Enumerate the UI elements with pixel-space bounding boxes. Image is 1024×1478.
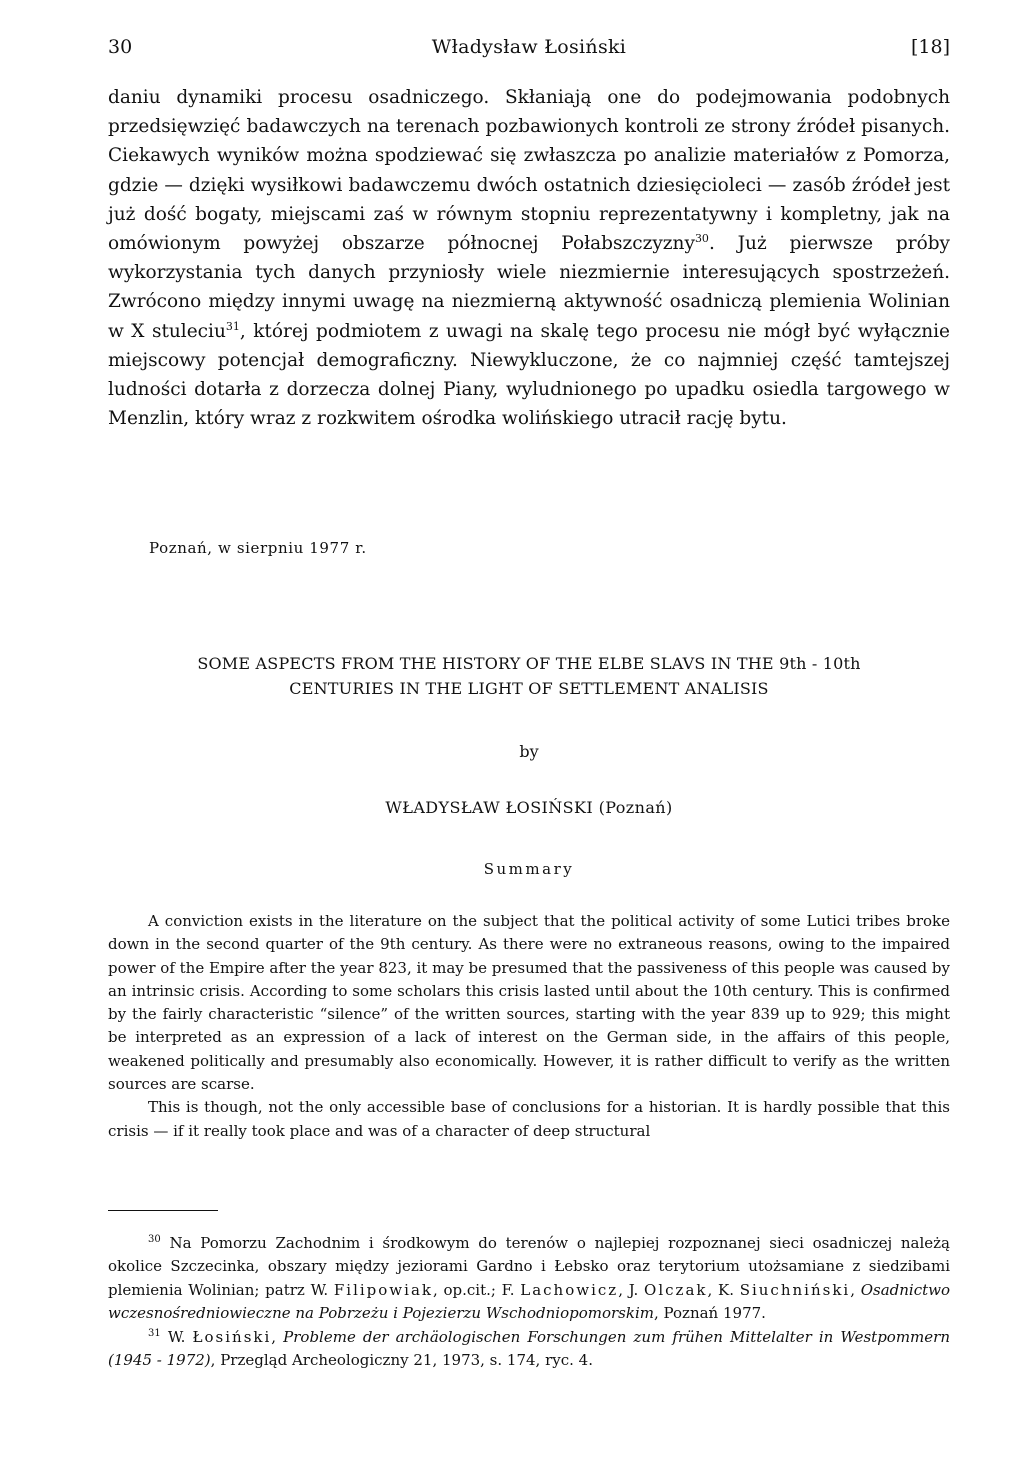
work-title: Osadnictwo wczesnośredniowieczne na Pobrzeżu i Pojezierzu Wschodniopomorskim	[108, 1280, 951, 1323]
summary-title-line-1: SOME ASPECTS FROM THE HISTORY OF THE ELBE SLAVS IN THE 9th - 10th	[197, 654, 861, 673]
footnote-30	[108, 1232, 950, 1326]
running-author: Władysław Łosiński	[431, 36, 627, 58]
summary-author: WŁADYSŁAW ŁOSIŃSKI (Poznań)	[385, 798, 673, 817]
footnote-ref-31: 31	[225, 319, 240, 333]
by-line: by	[519, 742, 539, 761]
footnote-30-text: , Poznań 1977.	[654, 1304, 766, 1323]
author-name: Olczak	[644, 1280, 708, 1299]
footnote-marker-31: 31	[148, 1327, 161, 1339]
summary-title	[108, 651, 950, 701]
main-paragraph	[108, 83, 950, 433]
footnote-31-text: ,	[271, 1327, 284, 1346]
footnotes	[108, 1232, 950, 1372]
author-name: Siuchniński	[739, 1280, 851, 1299]
footnote-divider	[108, 1210, 218, 1211]
main-text-part1: daniu dynamiki procesu osadniczego. Skłaniają one do podejmowania podobnych przedsięwzięć badawczych na terenach pozbawionych kontroli ze strony źródeł pisanych. Ciekawych wyników można spodziewać się zwłaszcza po analizie materiałów z Pomorza, gdzie — dzięki wysiłkowi badawczemu dwóch ostatnich dziesięcioleci — zasób źródeł jest już dość bogaty, miejscami zaś w równym stopniu reprezentatywny i kompletny, jak na omówionym powyżej obszarze północnej Połabszczyzny	[108, 87, 950, 255]
footnote-31	[108, 1326, 950, 1373]
footnote-31-text: , Przegląd Archeologiczny 21, 1973, s. 174, ryc. 4.	[210, 1351, 593, 1370]
page-number: 30	[108, 36, 133, 58]
footnote-marker-30: 30	[148, 1234, 161, 1245]
place-date: Poznań, w sierpniu 1977 r.	[149, 539, 367, 557]
author-name: Filipowiak	[333, 1280, 433, 1299]
author-name: Lachowicz	[520, 1280, 619, 1299]
work-title: Probleme der archäologischen Forschungen zum frühen Mittelalter in Westpommern (1945 - 1972)	[108, 1327, 950, 1370]
summary-body	[108, 910, 950, 1143]
footnote-30-text: , J.	[618, 1280, 645, 1299]
author-name: Łosiński	[192, 1327, 272, 1346]
main-text-part3: , której podmiotem z uwagi na skalę tego procesu nie mógł być wyłącznie miejscowy potencjał demograficzny. Niewykluczone, że co najmniej część tamtejszej ludności dotarła z dorzecza dolnej Piany, wyludnionego po upadku osiedla targowego w Menzlin, który wraz z rozkwitem ośrodka wolińskiego utracił rację bytu.	[108, 320, 950, 430]
footnote-30-text: ,	[850, 1280, 861, 1299]
summary-heading: Summary	[483, 860, 575, 878]
footnote-30-text: , op.cit.; F.	[432, 1280, 521, 1299]
main-text-part2: . Już pierwsze próby wykorzystania tych danych przyniosły wiele niezmiernie interesujących spostrzeżeń. Zwrócono między innymi uwagę na niezmierną aktywność osadniczą plemienia Wolinian w X stuleciu	[108, 233, 950, 342]
footnote-30-text: , K.	[707, 1280, 740, 1299]
summary-title-line-2: CENTURIES IN THE LIGHT OF SETTLEMENT ANALISIS	[289, 679, 769, 698]
summary-paragraph-2: This is though, not the only accessible base of conclusions for a historian. It is hardly possible that this crisis — if it really took place and was of a character of deep structural	[108, 1098, 950, 1140]
running-header	[108, 34, 950, 60]
summary-paragraph-1: A conviction exists in the literature on the subject that the political activity of some Lutici tribes broke down in the second quarter of the 9th century. As there were no extraneous reasons, owing to the impaired power of the Empire after the year 823, it may be presumed that the passiveness of this people was caused by an intrinsic crisis. According to some scholars this crisis lasted until about the 10th century. This is confirmed by the fairly characteristic “silence” of the written sources, starting with the year 839 up to 929; this might be interpreted as an expression of a lack of interest on the German side, in the affairs of this people, weakened politically and presumably also economically. However, it is rather difficult to verify as the written sources are scarse.	[108, 912, 950, 1094]
footnote-31-text: W.	[160, 1327, 193, 1346]
page-reference: [18]	[910, 36, 950, 58]
footnote-ref-30: 30	[694, 232, 709, 246]
footnote-30-text: Na Pomorzu Zachodnim i środkowym do terenów o najlepiej rozpoznanej sieci osadniczej należą okolice Szczecinka, obszary między jeziorami Gardno i Łebsko oraz terytorium utożsamiane z siedzibami plemienia Wolinian; patrz W.	[108, 1234, 950, 1299]
